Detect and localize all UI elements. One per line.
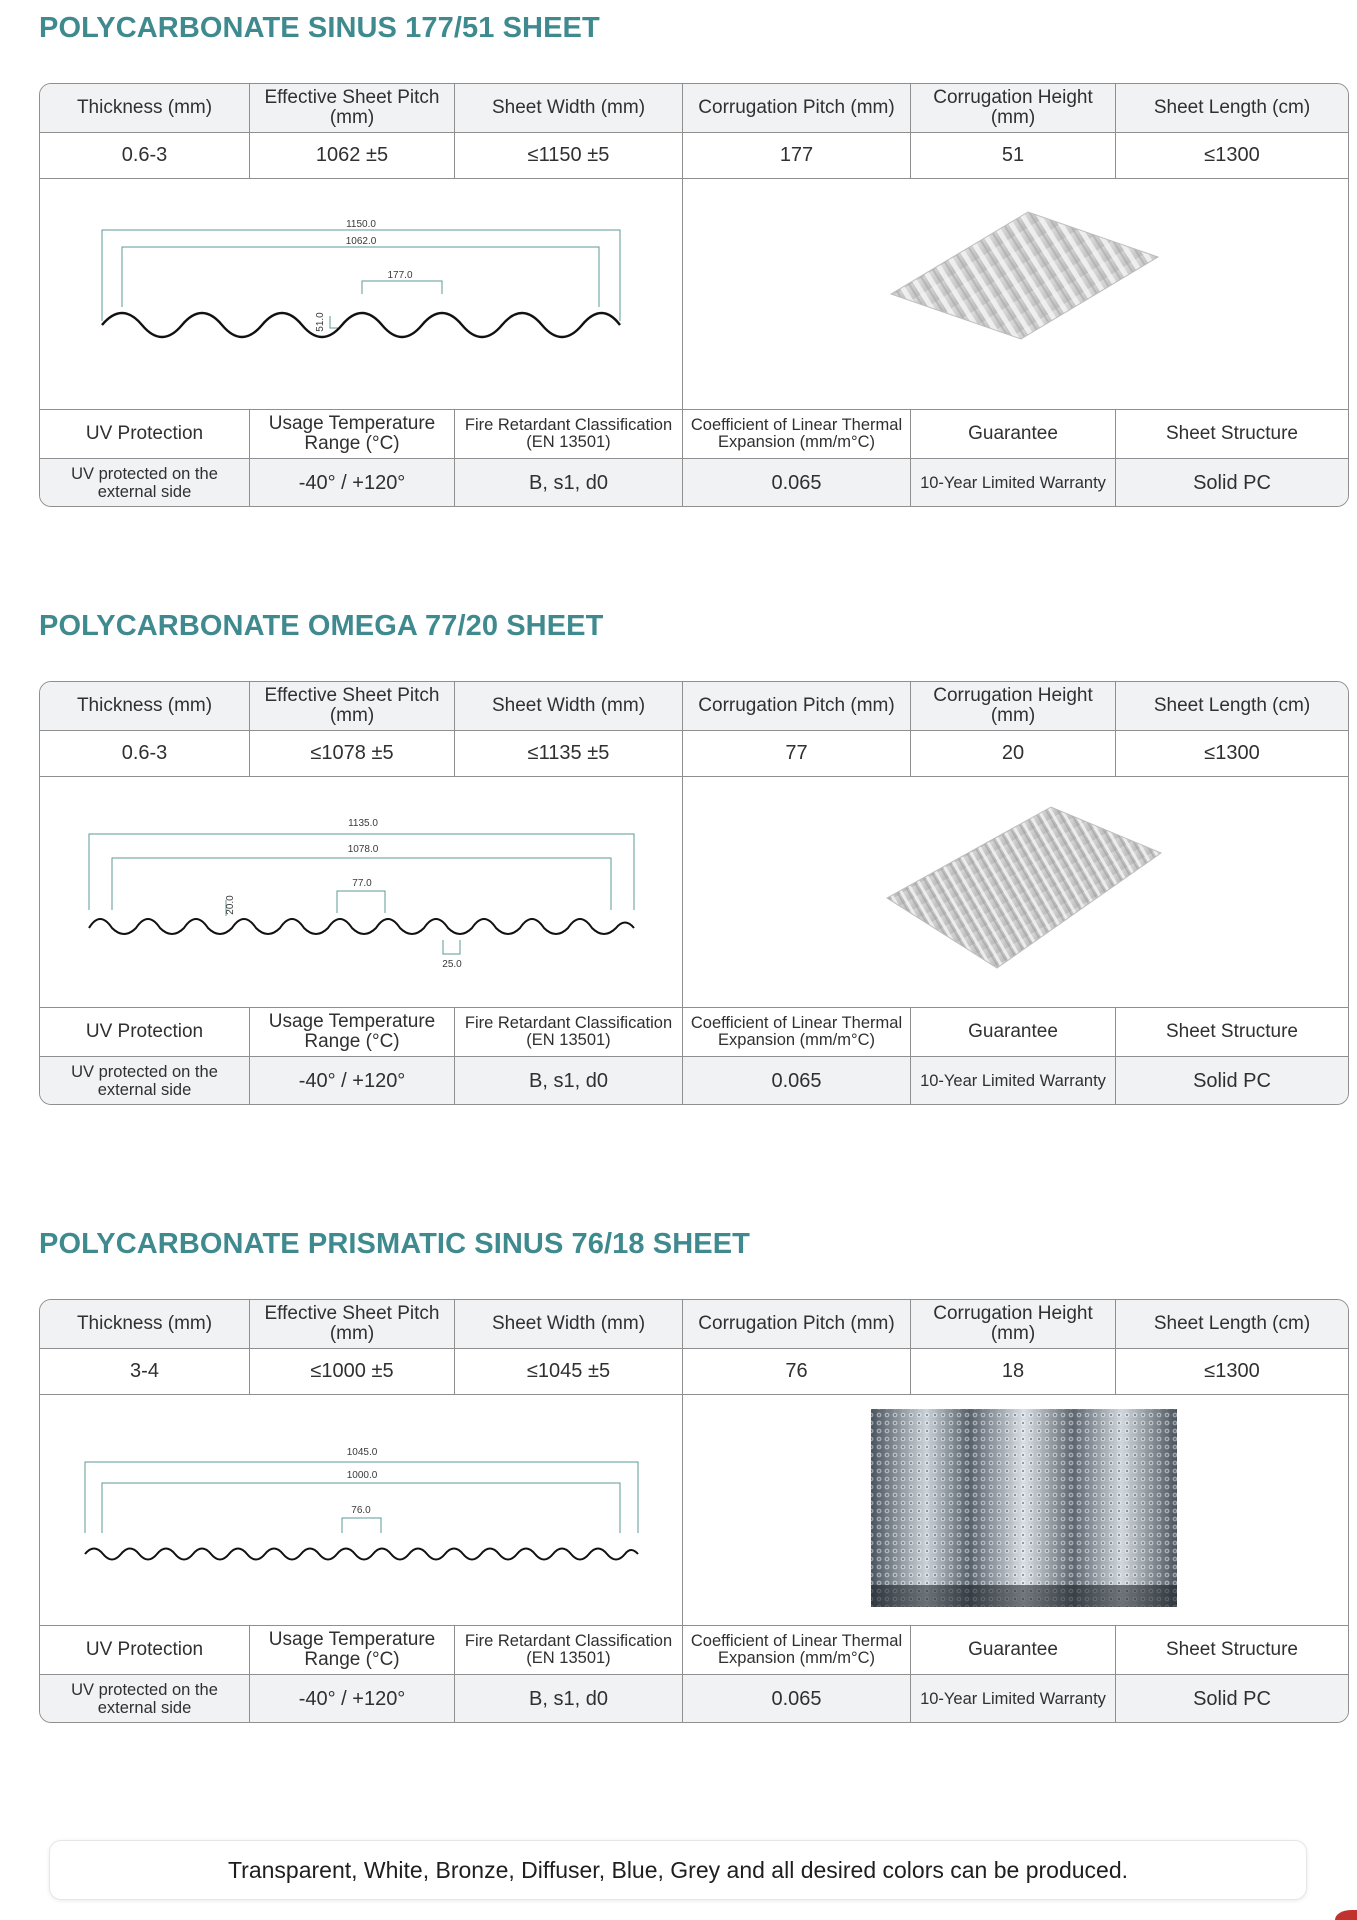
thickness-header: Thickness (mm) <box>40 84 250 132</box>
corrugation-height-header: Corrugation Height (mm) <box>911 84 1116 132</box>
overall-width-dim: 1045.0 <box>346 1447 378 1458</box>
pitch-dim: 177.0 <box>387 270 413 281</box>
guarantee-header: Guarantee <box>911 410 1116 458</box>
guarantee-value: 10-Year Limited Warranty <box>911 1675 1116 1723</box>
effective-pitch-header: Effective Sheet Pitch (mm) <box>250 682 455 730</box>
uv-protection-value: UV protected on the external side <box>40 459 250 507</box>
corrugation-pitch-header: Corrugation Pitch (mm) <box>683 682 911 730</box>
fire-class-value: B, s1, d0 <box>455 459 683 507</box>
thickness-value: 0.6-3 <box>40 133 250 178</box>
guarantee-value: 10-Year Limited Warranty <box>911 459 1116 507</box>
corrugation-height-value: 20 <box>911 731 1116 776</box>
height-dim: 20.0 <box>225 895 236 915</box>
overall-width-dim: 1135.0 <box>348 818 378 829</box>
corrugation-pitch-value: 76 <box>683 1349 911 1394</box>
prismatic-profile-svg <box>40 1395 683 1626</box>
prismatic-sheet-photo <box>683 1395 1349 1626</box>
header-row-2 <box>40 1626 1348 1675</box>
corrugation-pitch-header: Corrugation Pitch (mm) <box>683 1300 911 1348</box>
header-row <box>40 682 1348 731</box>
values-row <box>40 133 1348 179</box>
effective-pitch-header: Effective Sheet Pitch (mm) <box>250 1300 455 1348</box>
sheet-width-value: ≤1045 ±5 <box>455 1349 683 1394</box>
sheet-photo <box>683 179 1348 409</box>
effective-pitch-value: 1062 ±5 <box>250 133 455 178</box>
values-row-2 <box>40 459 1348 507</box>
usage-temp-value: -40° / +120° <box>250 459 455 507</box>
pitch-dim: 76.0 <box>351 1505 371 1516</box>
sheet-length-header: Sheet Length (cm) <box>1153 97 1311 119</box>
thickness-value: 0.6-3 <box>40 731 250 776</box>
colors-note: Transparent, White, Bronze, Diffuser, Blue, Grey and all desired colors can be produced. <box>49 1840 1307 1900</box>
sheet-width-value: ≤1150 ±5 <box>455 133 683 178</box>
fire-class-header: Fire Retardant Classification (EN 13501) <box>455 410 683 458</box>
sheet-length-value: ≤1300 <box>1204 144 1260 166</box>
structure-value: Solid PC <box>1193 1070 1271 1092</box>
sheet-length-value: ≤1300 <box>1204 1360 1260 1382</box>
structure-header: Sheet Structure <box>1165 1639 1299 1661</box>
usage-temp-header: Usage Temperature Range (°C) <box>250 1626 455 1674</box>
pitch-dim: 77.0 <box>352 878 372 889</box>
sheet-length-value: ≤1300 <box>1204 742 1260 764</box>
corrugation-pitch-header: Corrugation Pitch (mm) <box>683 84 911 132</box>
fire-class-value: B, s1, d0 <box>455 1057 683 1105</box>
values-row <box>40 1349 1348 1395</box>
structure-header: Sheet Structure <box>1165 1021 1299 1043</box>
corrugation-pitch-value: 77 <box>683 731 911 776</box>
header-row-2 <box>40 1008 1348 1057</box>
sheet-photo <box>683 1395 1348 1625</box>
fire-class-value: B, s1, d0 <box>455 1675 683 1723</box>
fire-class-header: Fire Retardant Classification (EN 13501) <box>455 1008 683 1056</box>
sheet-width-value: ≤1135 ±5 <box>455 731 683 776</box>
values-row-2 <box>40 1057 1348 1105</box>
corrugation-height-header: Corrugation Height (mm) <box>911 1300 1116 1348</box>
sheet-length-header: Sheet Length (cm) <box>1153 1313 1311 1335</box>
corrugation-height-value: 18 <box>911 1349 1116 1394</box>
figure-row <box>40 179 1348 410</box>
sheet-illustration <box>683 179 1349 410</box>
spec-table <box>39 83 1349 507</box>
effective-width-dim: 1078.0 <box>347 844 379 855</box>
thermal-coef-value: 0.065 <box>683 1675 911 1723</box>
uv-protection-header: UV Protection <box>40 1008 250 1056</box>
uv-protection-value: UV protected on the external side <box>40 1675 250 1723</box>
effective-pitch-header: Effective Sheet Pitch (mm) <box>250 84 455 132</box>
header-row <box>40 1300 1348 1349</box>
thermal-coef-value: 0.065 <box>683 1057 911 1105</box>
effective-width-dim: 1062.0 <box>345 236 377 247</box>
omega-profile-svg <box>40 777 683 1008</box>
structure-value: Solid PC <box>1193 472 1271 494</box>
section-title: POLYCARBONATE OMEGA 77/20 SHEET <box>39 610 604 642</box>
corrugation-pitch-value: 177 <box>683 133 911 178</box>
corrugation-height-value: 51 <box>911 133 1116 178</box>
thickness-header: Thickness (mm) <box>40 1300 250 1348</box>
figure-row <box>40 777 1348 1008</box>
thermal-coef-header: Coefficient of Linear Thermal Expansion (mm/m°C) <box>683 1626 911 1674</box>
effective-pitch-value: ≤1078 ±5 <box>250 731 455 776</box>
profile-drawing <box>40 777 683 1007</box>
uv-protection-header: UV Protection <box>40 1626 250 1674</box>
thickness-header: Thickness (mm) <box>40 682 250 730</box>
sheet-width-header: Sheet Width (mm) <box>455 1300 683 1348</box>
profile-drawing <box>40 1395 683 1625</box>
usage-temp-value: -40° / +120° <box>250 1057 455 1105</box>
overall-width-dim: 1150.0 <box>346 219 376 230</box>
section-title: POLYCARBONATE PRISMATIC SINUS 76/18 SHEET <box>39 1228 750 1260</box>
sheet-illustration <box>683 777 1349 1008</box>
structure-header: Sheet Structure <box>1165 423 1299 445</box>
usage-temp-header: Usage Temperature Range (°C) <box>250 410 455 458</box>
thickness-value: 3-4 <box>40 1349 250 1394</box>
uv-protection-header: UV Protection <box>40 410 250 458</box>
thermal-coef-header: Coefficient of Linear Thermal Expansion (mm/m°C) <box>683 1008 911 1056</box>
guarantee-value: 10-Year Limited Warranty <box>911 1057 1116 1105</box>
trough-dim: 25.0 <box>442 959 462 970</box>
sheet-width-header: Sheet Width (mm) <box>455 84 683 132</box>
spec-table <box>39 1299 1349 1723</box>
sinus-profile-svg <box>40 179 683 410</box>
values-row-2 <box>40 1675 1348 1723</box>
effective-width-dim: 1000.0 <box>346 1470 378 1481</box>
values-row <box>40 731 1348 777</box>
corner-decoration <box>1335 1910 1357 1920</box>
header-row-2 <box>40 410 1348 459</box>
corrugation-height-header: Corrugation Height (mm) <box>911 682 1116 730</box>
guarantee-header: Guarantee <box>911 1008 1116 1056</box>
effective-pitch-value: ≤1000 ±5 <box>250 1349 455 1394</box>
header-row <box>40 84 1348 133</box>
spec-table <box>39 681 1349 1105</box>
section-title: POLYCARBONATE SINUS 177/51 SHEET <box>39 12 600 44</box>
thermal-coef-value: 0.065 <box>683 459 911 507</box>
thermal-coef-header: Coefficient of Linear Thermal Expansion (mm/m°C) <box>683 410 911 458</box>
fire-class-header: Fire Retardant Classification (EN 13501) <box>455 1626 683 1674</box>
guarantee-header: Guarantee <box>911 1626 1116 1674</box>
sheet-length-header: Sheet Length (cm) <box>1153 695 1311 717</box>
uv-protection-value: UV protected on the external side <box>40 1057 250 1105</box>
usage-temp-header: Usage Temperature Range (°C) <box>250 1008 455 1056</box>
sheet-photo <box>683 777 1348 1007</box>
sheet-width-header: Sheet Width (mm) <box>455 682 683 730</box>
height-dim: 51.0 <box>315 312 326 332</box>
profile-drawing <box>40 179 683 409</box>
structure-value: Solid PC <box>1193 1688 1271 1710</box>
figure-row <box>40 1395 1348 1626</box>
usage-temp-value: -40° / +120° <box>250 1675 455 1723</box>
